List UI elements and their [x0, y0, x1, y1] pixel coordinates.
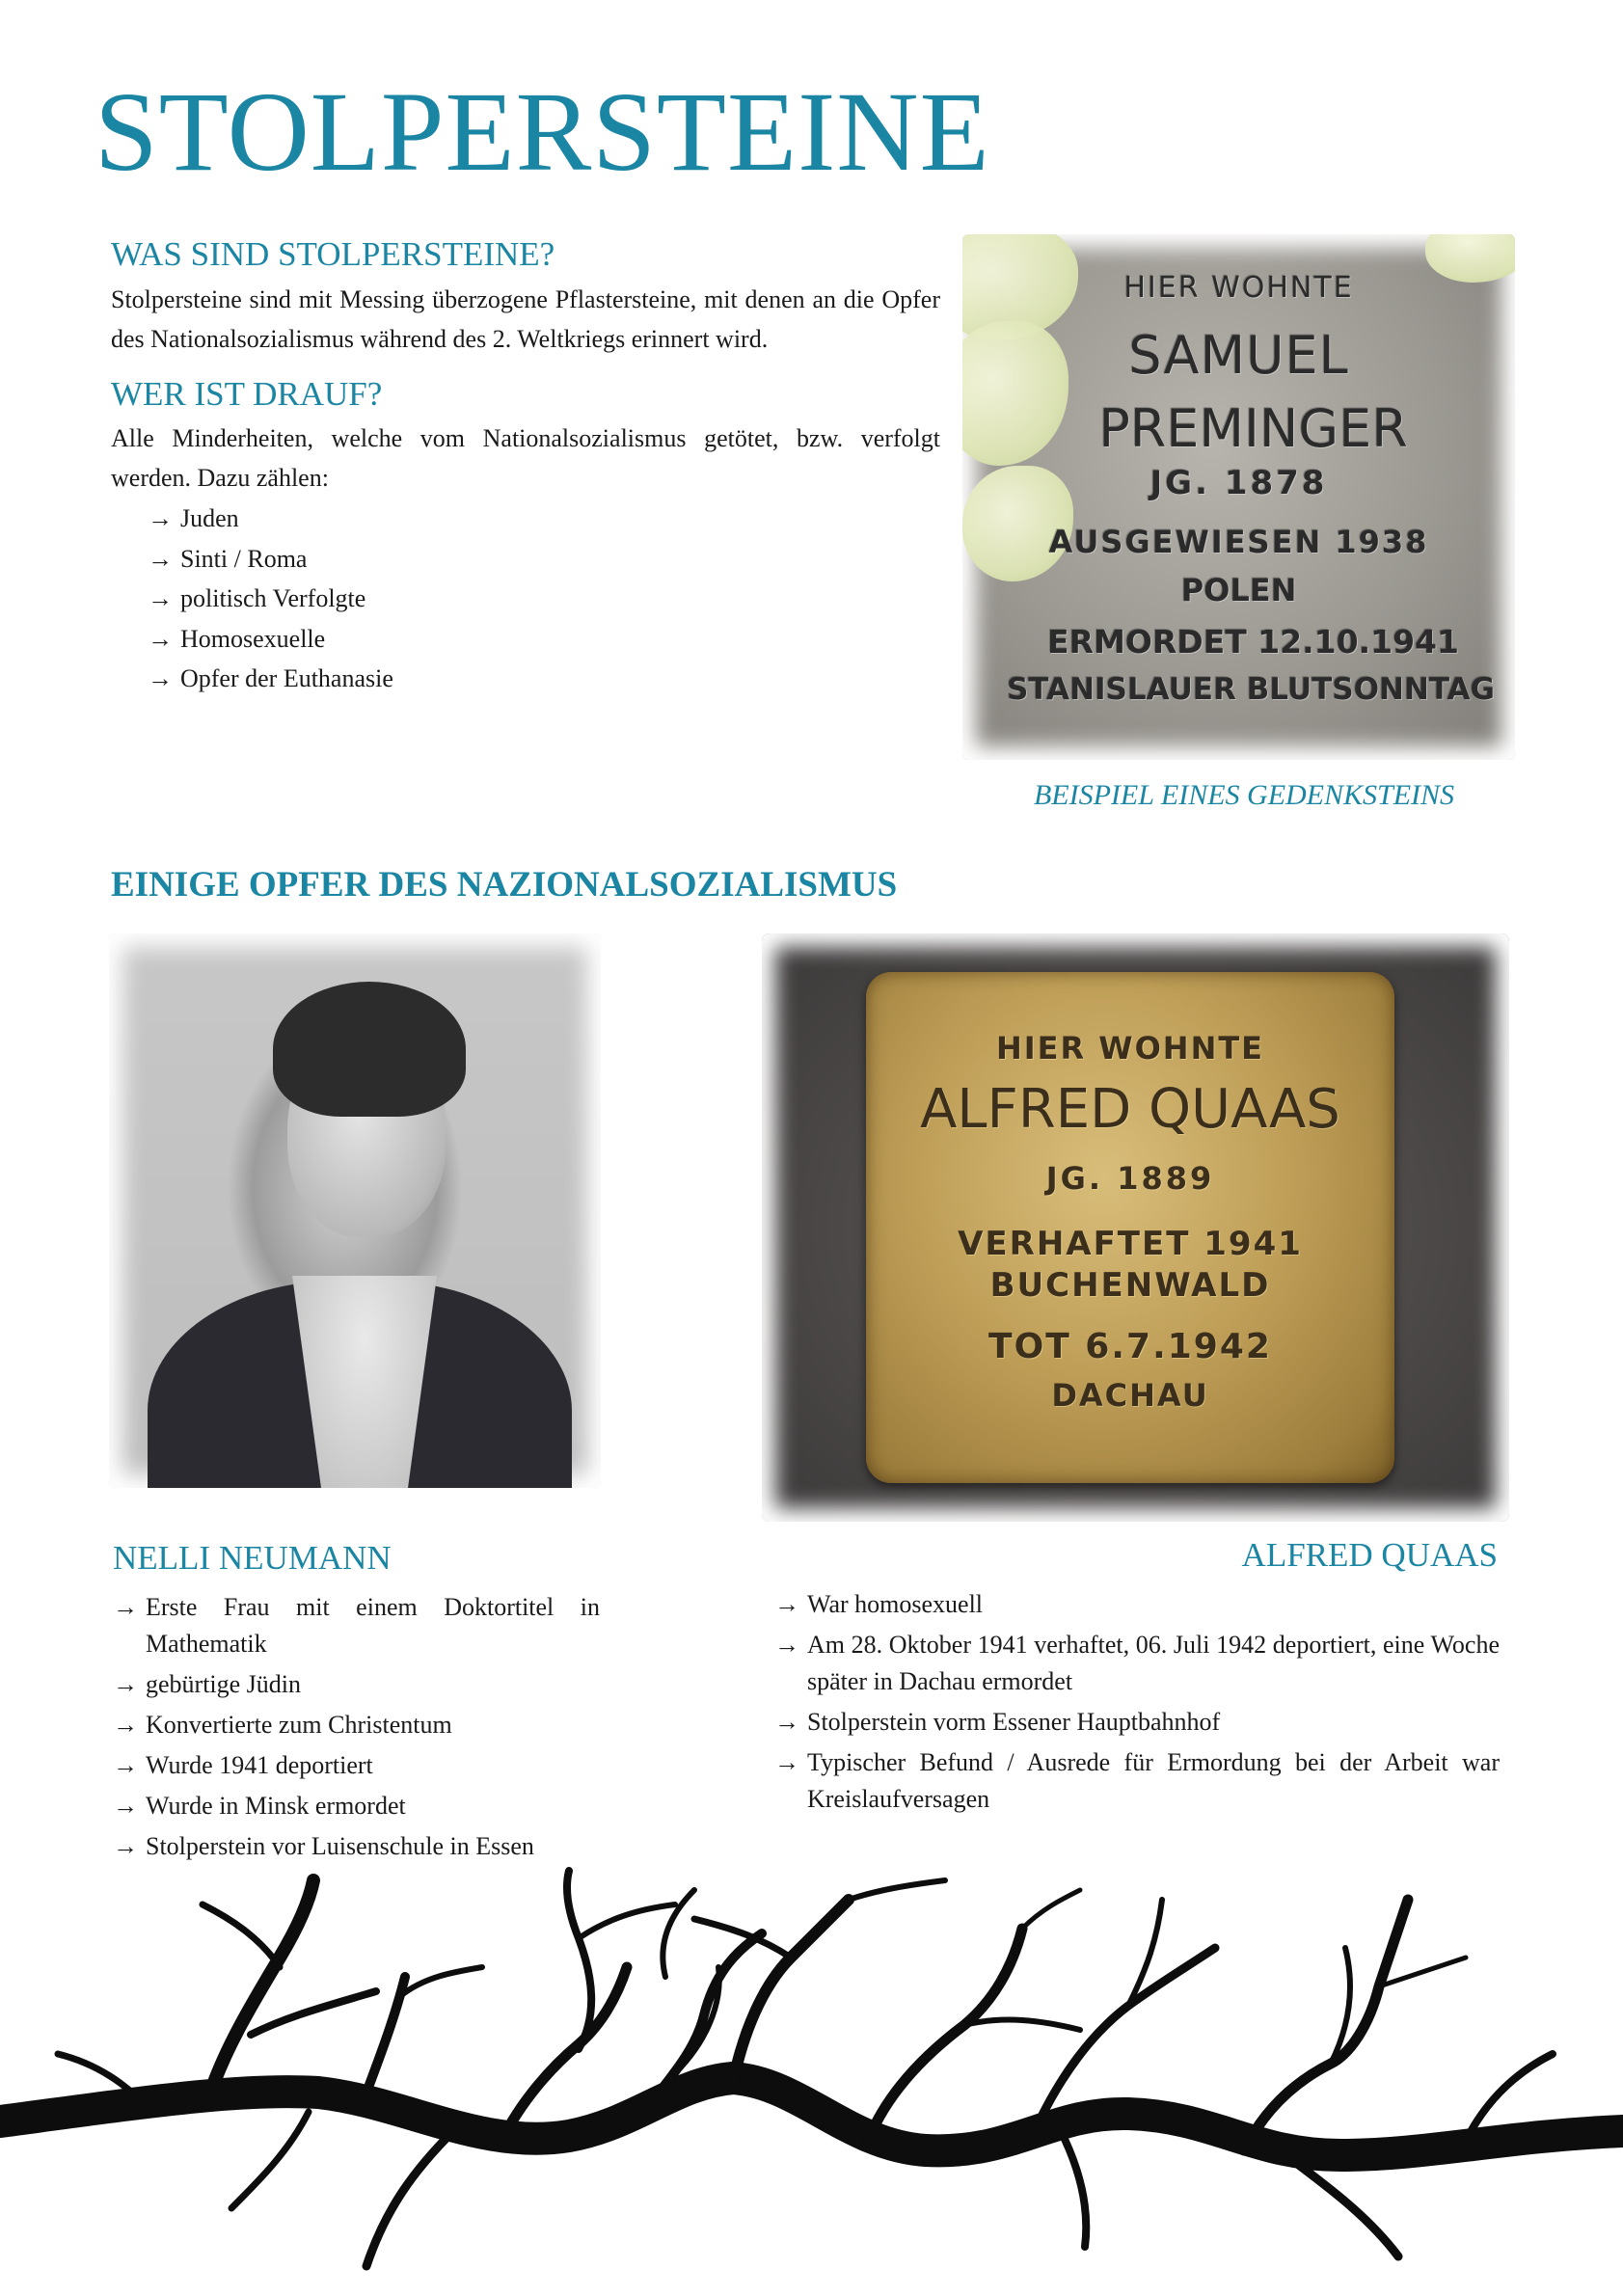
stone-line: DACHAU	[1051, 1377, 1209, 1414]
arrow-icon: →	[113, 1832, 138, 1860]
arrow-icon: →	[774, 1708, 799, 1736]
stone-line: HIER WOHNTE	[1123, 271, 1354, 305]
stone-line: AUSGEWIESEN 1938	[1048, 524, 1429, 560]
alfred-name: ALFRED QUAAS	[1241, 1536, 1498, 1574]
arrow-icon: →	[148, 504, 173, 532]
stone-line: VERHAFTET 1941	[958, 1225, 1303, 1263]
tree-branches-illustration	[0, 1861, 1623, 2296]
arrow-icon: →	[113, 1670, 138, 1698]
intro-section	[111, 236, 940, 699]
stone-line: STANISLAUER BLUTSONNTAG	[1006, 672, 1495, 707]
list-item: → Konvertierte zum Christentum	[113, 1707, 600, 1743]
list-item: → Am 28. Oktober 1941 verhaftet, 06. Juli 1942 deportiert, eine Woche später in Dachau ermordet	[774, 1627, 1500, 1700]
arrow-icon: →	[774, 1631, 799, 1659]
victims-heading: EINIGE OPFER DES NAZIONALSOZIALISMUS	[111, 865, 898, 905]
arrow-icon: →	[774, 1748, 799, 1776]
arrow-icon: →	[148, 624, 173, 653]
list-item: → Erste Frau mit einem Doktortitel in Mathematik	[113, 1589, 600, 1662]
nelli-facts-list	[113, 1589, 600, 1869]
list-item: → politisch Verfolgte	[148, 579, 940, 619]
stone-line: BUCHENWALD	[989, 1266, 1271, 1305]
nelli-name: NELLI NEUMANN	[113, 1539, 392, 1577]
portrait-hair	[273, 982, 466, 1117]
example-caption: BEISPIEL EINES GEDENKSTEINS	[1033, 779, 1455, 811]
list-item: → Sinti / Roma	[148, 539, 940, 580]
alfred-facts-list	[774, 1586, 1500, 1822]
list-item: → Typischer Befund / Ausrede für Ermordung bei der Arbeit war Kreislaufversagen	[774, 1744, 1500, 1818]
stone-line: ERMORDET 12.10.1941	[1047, 623, 1459, 661]
stone-line: ALFRED QUAAS	[920, 1078, 1340, 1141]
groups-list	[148, 499, 940, 699]
stone-line: JG. 1889	[1045, 1160, 1215, 1197]
what-text: Stolpersteine sind mit Messing überzogene Pflastersteine, mit denen an die Opfer des Nationalsozialismus während des 2. Weltkriegs erinnert wird.	[111, 284, 940, 353]
arrow-icon: →	[148, 664, 173, 692]
list-item: → Wurde 1941 deportiert	[113, 1747, 600, 1784]
arrow-icon: →	[148, 584, 173, 612]
list-item: → Stolperstein vorm Essener Hauptbahnhof	[774, 1704, 1500, 1741]
arrow-icon: →	[113, 1792, 138, 1820]
what-heading: WAS SIND STOLPERSTEINE?	[111, 235, 555, 273]
page-title: STOLPERSTEINE	[95, 68, 990, 195]
stone-line: HIER WOHNTE	[995, 1030, 1265, 1067]
list-item: → War homosexuell	[774, 1586, 1500, 1623]
arrow-icon: →	[774, 1590, 799, 1618]
arrow-icon: →	[113, 1593, 138, 1621]
stone-line: TOT 6.7.1942	[988, 1327, 1272, 1366]
list-item: → Wurde in Minsk ermordet	[113, 1788, 600, 1824]
brass-plate	[866, 972, 1394, 1483]
stone-line: PREMINGER	[1098, 398, 1408, 459]
arrow-icon: →	[113, 1751, 138, 1779]
alfred-stone-photo	[762, 933, 1509, 1522]
example-stone-photo	[962, 234, 1515, 760]
list-item: → Homosexuelle	[148, 619, 940, 660]
list-item: → Juden	[148, 499, 940, 539]
list-item: → gebürtige Jüdin	[113, 1666, 600, 1703]
who-text: Alle Minderheiten, welche vom Nationalsozialismus getötet, bzw. verfolgt werden. Dazu zählen:	[111, 424, 940, 492]
stone-line: SAMUEL	[1128, 325, 1349, 386]
arrow-icon: →	[113, 1711, 138, 1739]
list-item: → Stolperstein vor Luisenschule in Essen	[113, 1828, 600, 1865]
who-heading: WER IST DRAUF?	[111, 374, 383, 413]
nelli-portrait-photo	[109, 933, 601, 1488]
list-item: → Opfer der Euthanasie	[148, 659, 940, 699]
arrow-icon: →	[148, 544, 173, 573]
stone-line: POLEN	[1180, 572, 1297, 608]
stone-line: JG. 1878	[1150, 464, 1328, 502]
